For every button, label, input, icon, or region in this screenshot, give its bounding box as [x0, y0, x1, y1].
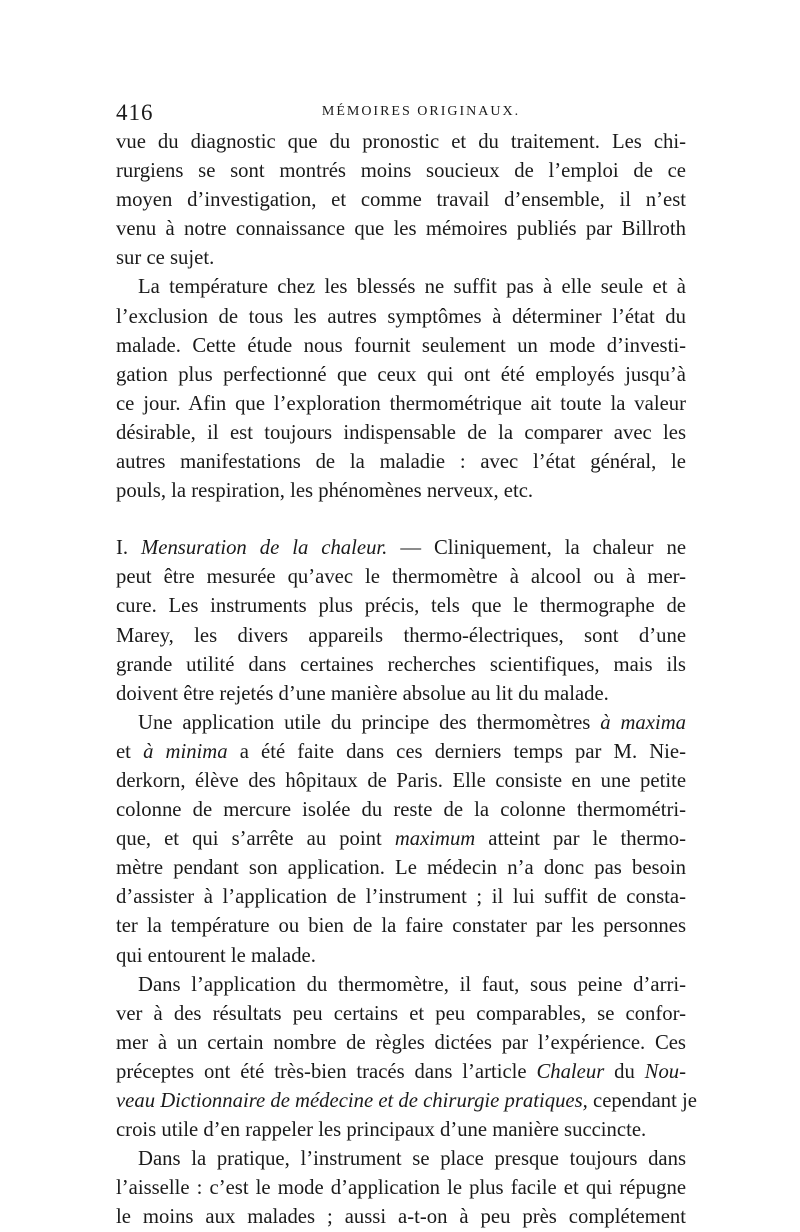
text-line: Dans l’application du thermomètre, il faut, sous peine d’arri- — [138, 973, 686, 996]
text-line: sur ce sujet. — [116, 247, 215, 270]
page-header — [116, 100, 686, 126]
text-line: venu à notre connaissance que les mémoires publiés par Billroth — [116, 218, 686, 241]
text-line: ce jour. Afin que l’exploration thermométrique ait toute la valeur — [116, 392, 686, 415]
text-line: mer à un certain nombre de règles dictées par l’expérience. Ces — [116, 1031, 686, 1054]
text-line: grande utilité dans certaines recherches scientifiques, mais ils — [116, 653, 686, 676]
body-text — [116, 128, 697, 1232]
text-line: doivent être rejetés d’une manière absolue au lit du malade. — [116, 682, 609, 705]
text-line: Dans la pratique, l’instrument se place presque toujours dans — [138, 1148, 686, 1171]
page-number: 416 — [116, 100, 154, 125]
text-line: autres manifestations de la maladie : avec l’état général, le — [116, 451, 686, 474]
text-line: veau Dictionnaire de médecine et de chirurgie pratiques, cependant je — [116, 1090, 697, 1112]
text-line: I. Mensuration de la chaleur. — Cliniquement, la chaleur ne — [116, 537, 686, 560]
section-heading: Mensuration de la chaleur. — [141, 537, 388, 560]
section-gap — [116, 506, 686, 534]
running-title: MÉMOIRES ORIGINAUX. — [321, 104, 521, 119]
text-line: rurgiens se sont montrés moins soucieux de l’emploi de ce — [116, 160, 686, 183]
text-line: cure. Les instruments plus précis, tels que le thermographe de — [116, 595, 686, 618]
text-line: moyen d’investigation, et comme travail d’ensemble, il n’est — [116, 189, 686, 212]
text-line: d’assister à l’application de l’instrument ; il lui suffit de consta- — [116, 886, 686, 909]
text-line: derkorn, élève des hôpitaux de Paris. Elle consiste en une petite — [116, 769, 686, 792]
text-line: désirable, il est toujours indispensable de la comparer avec les — [116, 421, 686, 444]
text-line: l’exclusion de tous les autres symptômes à déterminer l’état du — [116, 305, 686, 328]
text-line: et à minima a été faite dans ces derniers temps par M. Nie- — [116, 740, 686, 763]
text-line: vue du diagnostic que du pronostic et du traitement. Les chi- — [116, 131, 686, 153]
text-line: pouls, la respiration, les phénomènes nerveux, etc. — [116, 480, 534, 503]
text-line: qui entourent le malade. — [116, 944, 316, 967]
text-line: colonne de mercure isolée du reste de la colonne thermométri- — [116, 799, 686, 822]
text-line: mètre pendant son application. Le médecin n’a donc pas besoin — [116, 857, 686, 880]
text-line: Marey, les divers appareils thermo-électriques, sont d’une — [116, 624, 686, 647]
text-line: le moins aux malades ; aussi a-t-on à peu près complétement — [116, 1206, 686, 1229]
text-line: ver à des résultats peu certains et peu comparables, se confor- — [116, 1002, 686, 1025]
text-line: crois utile d’en rappeler les principaux d’une manière succincte. — [116, 1119, 647, 1142]
text-line: l’aisselle : c’est le mode d’application le plus facile et qui répugne — [116, 1177, 686, 1200]
text-line: peut être mesurée qu’avec le thermomètre à alcool ou à mer- — [116, 566, 686, 589]
text-line: La température chez les blessés ne suffit pas à elle seule et à — [138, 276, 686, 299]
text-line: que, et qui s’arrête au point maximum atteint par le thermo- — [116, 828, 686, 851]
text-line: ter la température ou bien de la faire constater par les personnes — [116, 915, 686, 938]
text-line: gation plus perfectionné que ceux qui ont été employés jusqu’à — [116, 363, 686, 386]
text-line: malade. Cette étude nous fournit seulement un mode d’investi- — [116, 334, 686, 357]
text-line: préceptes ont été très-bien tracés dans l’article Chaleur du Nou- — [116, 1060, 687, 1083]
text-line: Une application utile du principe des thermomètres à maxima — [138, 711, 686, 734]
